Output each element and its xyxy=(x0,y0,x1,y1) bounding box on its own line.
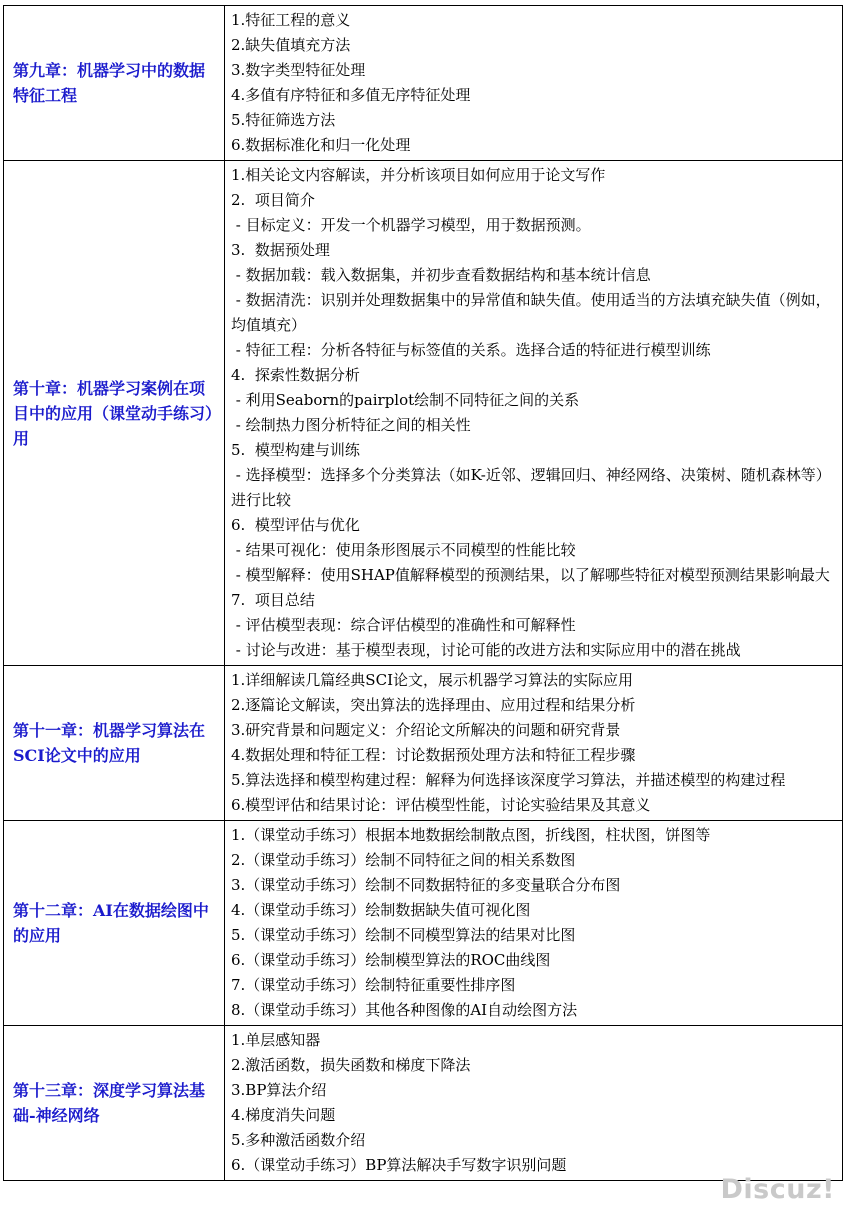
chapter-item: 8.（课堂动手练习）其他各种图像的AI自动绘图方法 xyxy=(231,1001,578,1019)
chapter-title: 第十二章：AI在数据绘图中的应用 xyxy=(13,901,209,945)
chapter-item: 5.算法选择和模型构建过程：解释为何选择该深度学习算法，并描述模型的构建过程 xyxy=(231,771,786,789)
chapter-item: 4.梯度消失问题 xyxy=(231,1106,336,1124)
chapter-item: - 绘制热力图分析特征之间的相关性 xyxy=(231,416,471,434)
chapter-item: 5. 模型构建与训练 xyxy=(231,441,360,459)
chapter-item: 5.特征筛选方法 xyxy=(231,111,336,129)
chapter-item: 1.特征工程的意义 xyxy=(231,11,351,29)
chapter-item: 4.数据处理和特征工程：讨论数据预处理方法和特征工程步骤 xyxy=(231,746,636,764)
chapter-item: 3.（课堂动手练习）绘制不同数据特征的多变量联合分布图 xyxy=(231,876,621,894)
chapter-item: 2.缺失值填充方法 xyxy=(231,36,351,54)
chapter-item: - 数据加载：载入数据集，并初步查看数据结构和基本统计信息 xyxy=(231,266,651,284)
chapter-item: - 讨论与改进：基于模型表现，讨论可能的改进方法和实际应用中的潜在挑战 xyxy=(231,641,741,659)
chapter-item: 3.数字类型特征处理 xyxy=(231,61,366,79)
course-outline-body xyxy=(4,6,843,1181)
chapter-row xyxy=(4,821,843,1026)
chapter-item: - 结果可视化：使用条形图展示不同模型的性能比较 xyxy=(231,541,576,559)
chapter-row xyxy=(4,666,843,821)
chapter-item: 1.相关论文内容解读，并分析该项目如何应用于论文写作 xyxy=(231,166,606,184)
chapter-cell xyxy=(4,666,225,821)
chapter-row xyxy=(4,1026,843,1181)
chapter-title: 第十一章：机器学习算法在SCI论文中的应用 xyxy=(13,721,206,765)
chapter-title: 第九章：机器学习中的数据特征工程 xyxy=(13,61,206,105)
chapter-item: - 选择模型：选择多个分类算法（如K-近邻、逻辑回归、神经网络、决策树、随机森林等）进行比较 xyxy=(231,466,831,509)
chapter-items-cell xyxy=(225,161,843,666)
chapter-item: 7.（课堂动手练习）绘制特征重要性排序图 xyxy=(231,976,516,994)
chapter-item: 5.（课堂动手练习）绘制不同模型算法的结果对比图 xyxy=(231,926,576,944)
chapter-item: 1.详细解读几篇经典SCI论文，展示机器学习算法的实际应用 xyxy=(231,671,633,689)
chapter-item: - 模型解释：使用SHAP值解释模型的预测结果，以了解哪些特征对模型预测结果影响最大 xyxy=(231,566,830,584)
chapter-cell xyxy=(4,1026,225,1181)
chapter-item: 3.BP算法介绍 xyxy=(231,1081,327,1099)
chapter-item: - 评估模型表现：综合评估模型的准确性和可解释性 xyxy=(231,616,576,634)
course-outline-table xyxy=(3,5,843,1181)
chapter-item: 4. 探索性数据分析 xyxy=(231,366,360,384)
chapter-cell xyxy=(4,161,225,666)
discuz-watermark: Discuz! xyxy=(720,1174,835,1205)
chapter-cell xyxy=(4,6,225,161)
chapter-item: 1.单层感知器 xyxy=(231,1031,321,1049)
chapter-items-cell xyxy=(225,821,843,1026)
chapter-item: 7. 项目总结 xyxy=(231,591,315,609)
chapter-row xyxy=(4,6,843,161)
chapter-item: 3. 数据预处理 xyxy=(231,241,330,259)
chapter-items-cell xyxy=(225,6,843,161)
chapter-item: - 数据清洗：识别并处理数据集中的异常值和缺失值。使用适当的方法填充缺失值（例如，均值填充） xyxy=(231,291,831,334)
chapter-items-cell xyxy=(225,666,843,821)
chapter-item: 3.研究背景和问题定义：介绍论文所解决的问题和研究背景 xyxy=(231,721,621,739)
chapter-item: 5.多种激活函数介绍 xyxy=(231,1131,366,1149)
chapter-item: - 特征工程：分析各特征与标签值的关系。选择合适的特征进行模型训练 xyxy=(231,341,711,359)
chapter-item: 6.模型评估和结果讨论：评估模型性能，讨论实验结果及其意义 xyxy=(231,796,651,814)
chapter-item: - 利用Seaborn的pairplot绘制不同特征之间的关系 xyxy=(231,391,580,409)
chapter-title: 第十三章：深度学习算法基础-神经网络 xyxy=(13,1081,206,1125)
chapter-item: 4.多值有序特征和多值无序特征处理 xyxy=(231,86,471,104)
chapter-items-cell xyxy=(225,1026,843,1181)
chapter-item: 6.（课堂动手练习）绘制模型算法的ROC曲线图 xyxy=(231,951,551,969)
chapter-item: 2. 项目简介 xyxy=(231,191,315,209)
chapter-item: 2.逐篇论文解读，突出算法的选择理由、应用过程和结果分析 xyxy=(231,696,636,714)
chapter-cell xyxy=(4,821,225,1026)
chapter-row xyxy=(4,161,843,666)
chapter-item: 6.数据标准化和归一化处理 xyxy=(231,136,411,154)
chapter-item: 1.（课堂动手练习）根据本地数据绘制散点图，折线图，柱状图，饼图等 xyxy=(231,826,711,844)
chapter-item: 6. 模型评估与优化 xyxy=(231,516,360,534)
chapter-title: 第十章：机器学习案例在项目中的应用（课堂动手练习）用 xyxy=(13,378,214,448)
chapter-item: - 目标定义：开发一个机器学习模型，用于数据预测。 xyxy=(231,216,591,234)
chapter-item: 2.激活函数，损失函数和梯度下降法 xyxy=(231,1056,471,1074)
chapter-item: 4.（课堂动手练习）绘制数据缺失值可视化图 xyxy=(231,901,531,919)
chapter-item: 6.（课堂动手练习）BP算法解决手写数字识别问题 xyxy=(231,1156,567,1174)
chapter-item: 2.（课堂动手练习）绘制不同特征之间的相关系数图 xyxy=(231,851,576,869)
